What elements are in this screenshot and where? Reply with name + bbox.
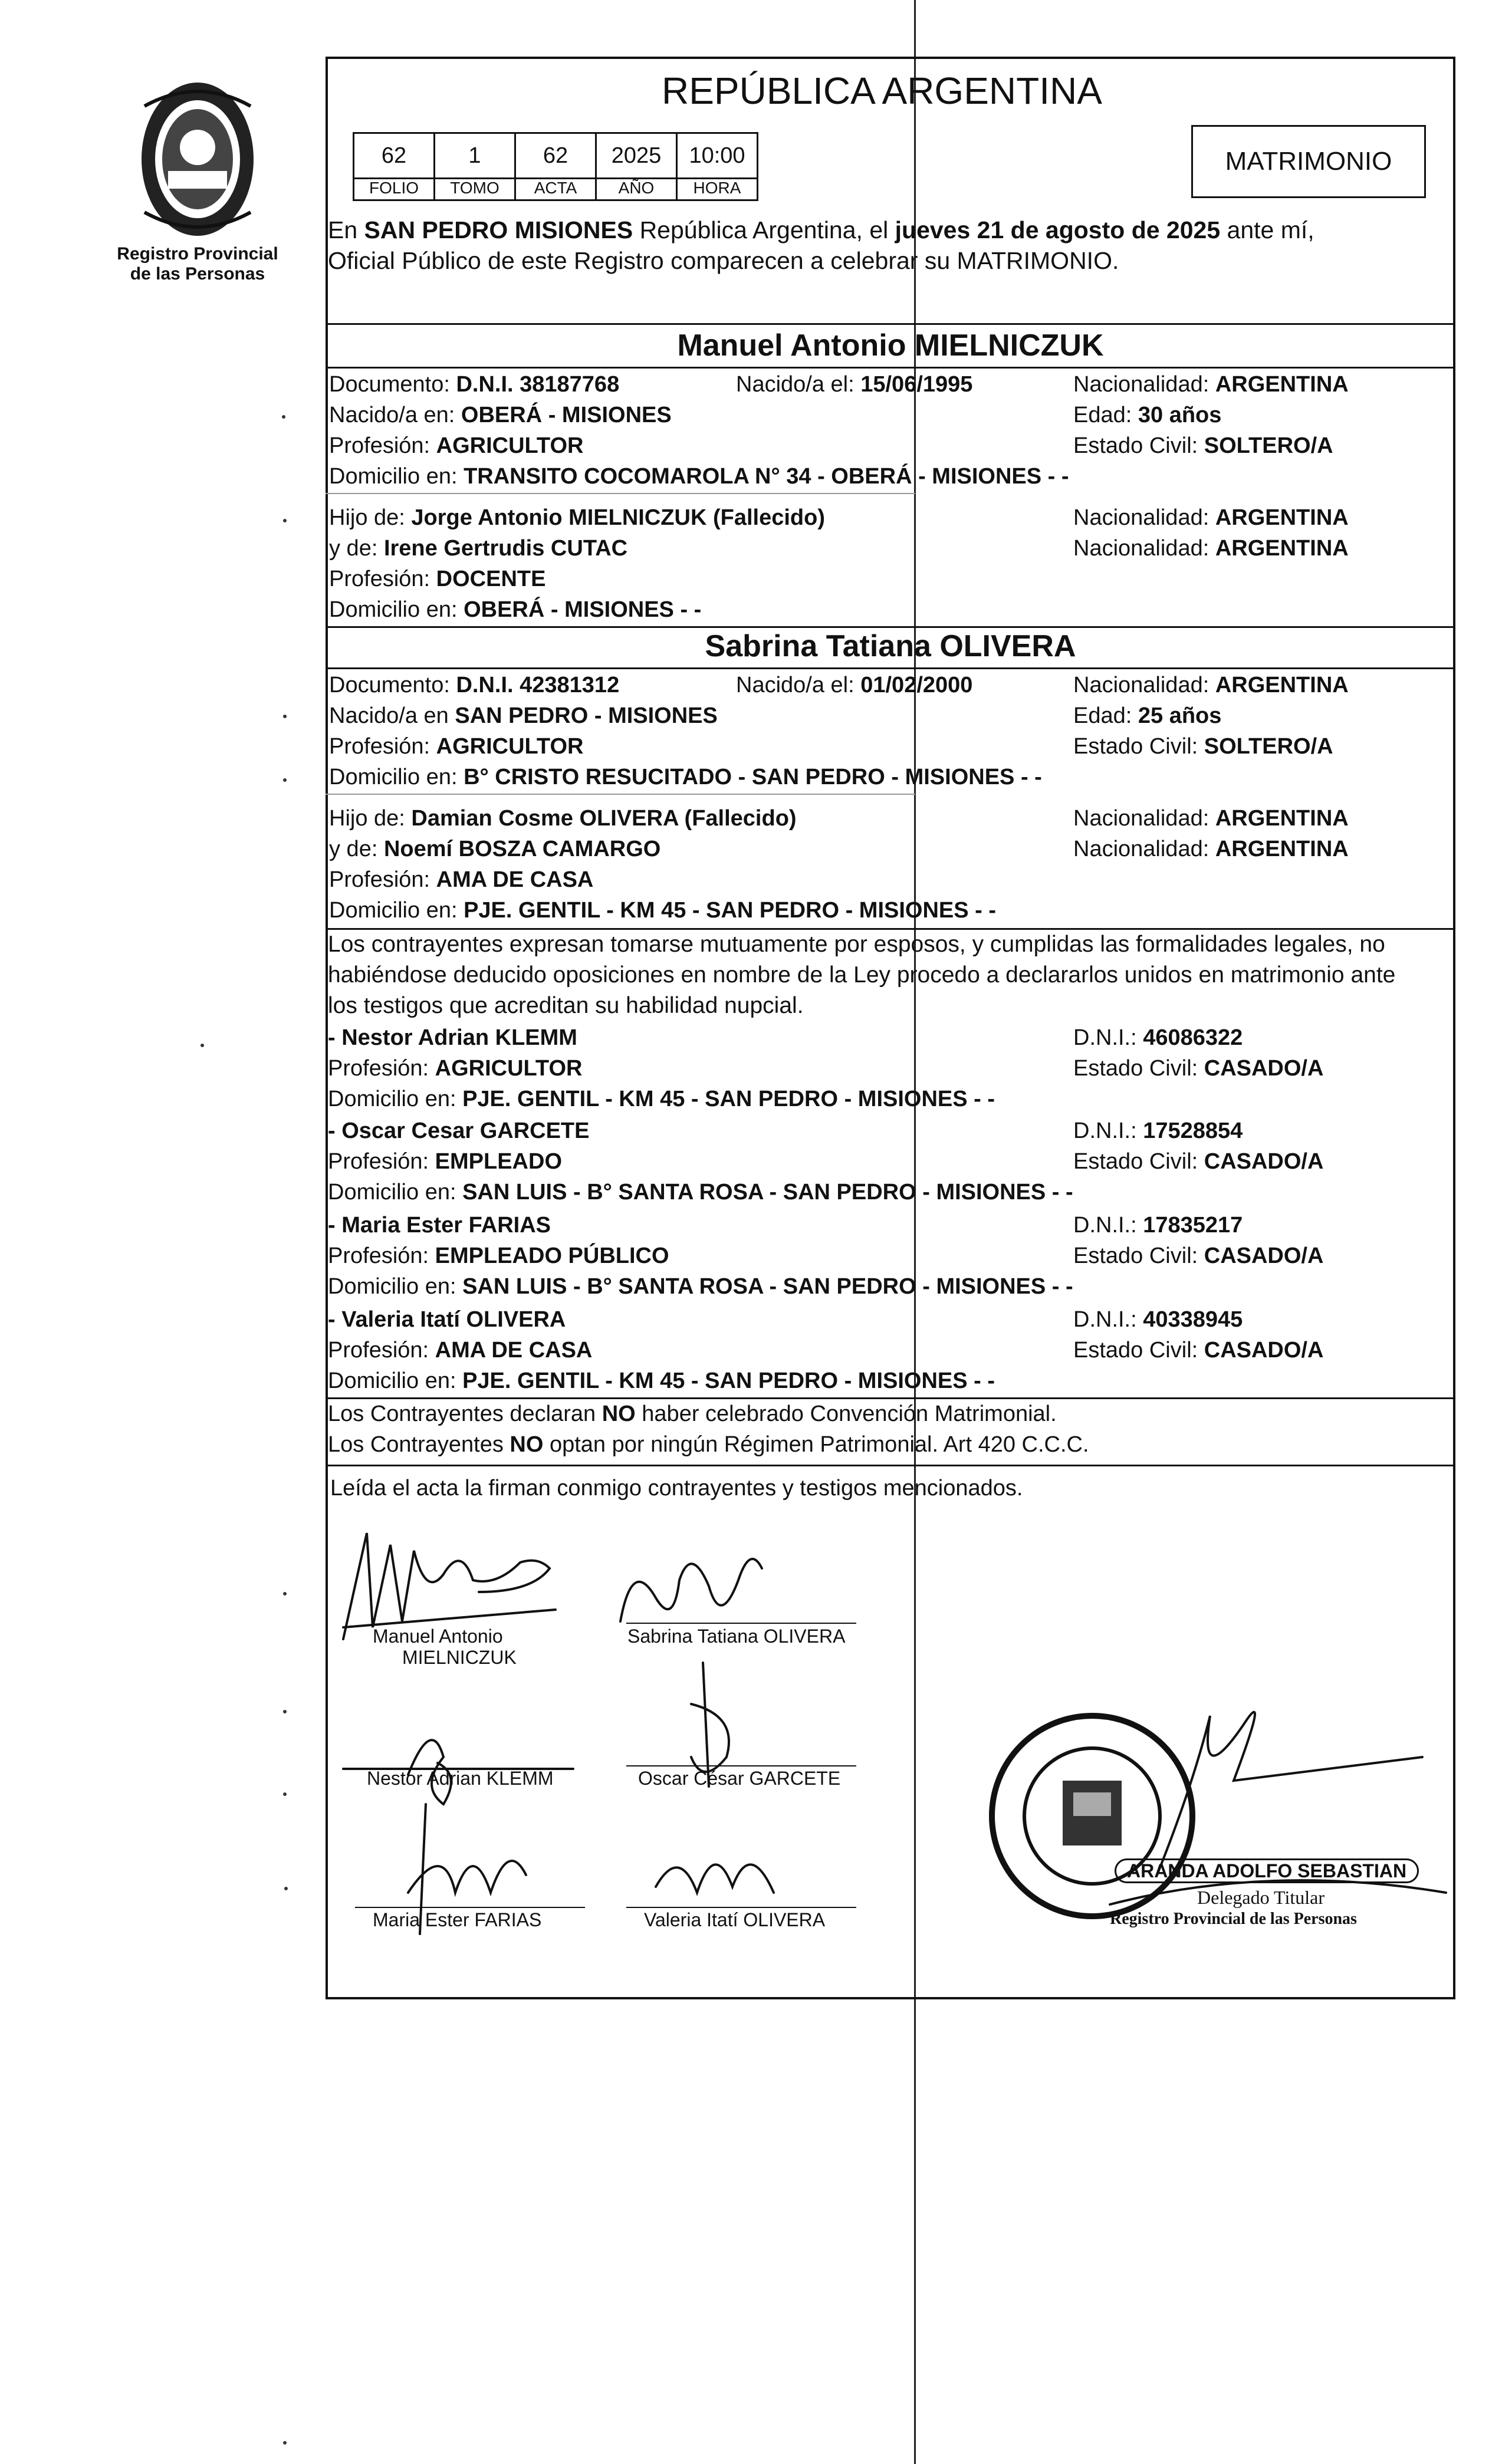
spouse1-parent-address: Domicilio en: OBERÁ - MISIONES - - — [329, 597, 702, 622]
witness3-civil-status: Estado Civil: CASADO/A — [1073, 1243, 1324, 1268]
signature-line — [355, 1907, 585, 1908]
signature-sabrina — [620, 1559, 762, 1621]
sig-caption-nestor: Nestor Adrian KLEMM — [367, 1768, 554, 1789]
org-name — [94, 244, 301, 284]
divider — [326, 667, 1455, 669]
spouse2-nationality: Nacionalidad: ARGENTINA — [1073, 673, 1349, 698]
witness2-civil-status: Estado Civil: CASADO/A — [1073, 1149, 1324, 1174]
declaration-line3: los testigos que acreditan su habilidad nupcial. — [328, 993, 804, 1018]
org-name-line1: Registro Provincial — [117, 244, 278, 264]
witness4-civil-status: Estado Civil: CASADO/A — [1073, 1338, 1324, 1363]
divider — [326, 367, 1455, 369]
official-name: ARANDA ADOLFO SEBASTIAN — [1115, 1858, 1419, 1883]
intro-date: jueves 21 de agosto de 2025 — [895, 216, 1221, 244]
spouse2-birthdate: Nacido/a el: 01/02/2000 — [736, 673, 973, 698]
witness1-name: - Nestor Adrian KLEMM — [328, 1025, 577, 1050]
org-name-line2: de las Personas — [130, 264, 265, 284]
sig-caption-manuel-2: MIELNICZUK — [402, 1647, 517, 1668]
province-seal-icon — [121, 71, 274, 248]
spouse2-document: Documento: D.N.I. 42381312 — [329, 673, 620, 698]
official-org: Registro Provincial de las Personas — [1110, 1910, 1357, 1928]
spouse1-mother-nationality: Nacionalidad: ARGENTINA — [1073, 536, 1349, 561]
spouse1-name: Manuel Antonio MIELNICZUK — [677, 328, 1104, 363]
sig-caption-sabrina: Sabrina Tatiana OLIVERA — [627, 1626, 846, 1647]
witness3-profession: Profesión: EMPLEADO PÚBLICO — [328, 1243, 669, 1268]
divider — [326, 323, 1455, 325]
intro-place: SAN PEDRO MISIONES — [364, 216, 633, 244]
divider — [326, 1397, 1455, 1399]
signature-valeria — [656, 1864, 774, 1893]
spouse1-birthdate: Nacido/a el: 15/06/1995 — [736, 372, 973, 397]
spouse2-father-nationality: Nacionalidad: ARGENTINA — [1073, 806, 1349, 831]
folio-label: FOLIO — [353, 177, 435, 201]
signature-line — [626, 1907, 856, 1908]
sig-caption-valeria: Valeria Itatí OLIVERA — [644, 1909, 826, 1930]
act-type-box: MATRIMONIO — [1191, 125, 1426, 198]
hora-label: HORA — [676, 177, 758, 201]
sig-caption-oscar: Oscar César GARCETE — [638, 1768, 841, 1789]
spouse1-address: Domicilio en: TRANSITO COCOMAROLA N° 34 - OBERÁ - MISIONES - - — [329, 464, 1069, 489]
divider — [326, 493, 915, 494]
tomo-value: 1 — [433, 132, 516, 179]
intro-line2: Oficial Público de este Registro comparecen a celebrar su MATRIMONIO. — [328, 247, 1119, 274]
witness3-address: Domicilio en: SAN LUIS - B° SANTA ROSA - SAN PEDRO - MISIONES - - — [328, 1274, 1073, 1299]
scan-mark — [283, 1792, 287, 1796]
scan-mark — [283, 778, 287, 782]
spouse1-father-nationality: Nacionalidad: ARGENTINA — [1073, 505, 1349, 530]
hora-value: 10:00 — [676, 132, 758, 179]
folio-value: 62 — [353, 132, 435, 179]
spouse2-birthplace: Nacido/a en SAN PEDRO - MISIONES — [329, 703, 718, 728]
scan-mark — [283, 1710, 287, 1713]
scan-mark — [283, 1592, 287, 1595]
closing-text: Leída el acta la firman conmigo contrayentes y testigos mencionados. — [330, 1476, 1023, 1501]
spouse2-parent-address: Domicilio en: PJE. GENTIL - KM 45 - SAN PEDRO - MISIONES - - — [329, 898, 997, 923]
official-title: Delegado Titular — [1197, 1887, 1324, 1908]
divider — [326, 1465, 1455, 1466]
signature-line — [626, 1765, 856, 1766]
scan-mark — [283, 519, 287, 522]
spouse2-father: Hijo de: Damian Cosme OLIVERA (Fallecido) — [329, 806, 797, 831]
spouse2-parent-profession: Profesión: AMA DE CASA — [329, 867, 594, 892]
spouse2-address: Domicilio en: B° CRISTO RESUCITADO - SAN PEDRO - MISIONES - - — [329, 765, 1042, 789]
witness4-name: - Valeria Itatí OLIVERA — [328, 1307, 566, 1332]
country-title: REPÚBLICA ARGENTINA — [662, 70, 1102, 112]
declaration-line2: habiéndose deducido oposiciones en nombre de la Ley procedo a declararlos unidos en matrimonio ante — [328, 962, 1396, 988]
signature-official — [1157, 1712, 1422, 1875]
divider — [326, 928, 1455, 930]
spouse1-nationality: Nacionalidad: ARGENTINA — [1073, 372, 1349, 397]
spouse1-father: Hijo de: Jorge Antonio MIELNICZUK (Fallecido) — [329, 505, 825, 530]
witness4-dni: D.N.I.: 40338945 — [1073, 1307, 1243, 1332]
spouse1-civil-status: Estado Civil: SOLTERO/A — [1073, 433, 1333, 458]
witness2-address: Domicilio en: SAN LUIS - B° SANTA ROSA - SAN PEDRO - MISIONES - - — [328, 1180, 1073, 1205]
declaration-line1: Los contrayentes expresan tomarse mutuamente por esposos, y cumplidas las formalidades legales, no — [328, 932, 1385, 957]
registry-table — [353, 132, 765, 203]
ano-value: 2025 — [595, 132, 678, 179]
spouse1-age: Edad: 30 años — [1073, 403, 1222, 427]
tomo-label: TOMO — [433, 177, 516, 201]
witness1-address: Domicilio en: PJE. GENTIL - KM 45 - SAN PEDRO - MISIONES - - — [328, 1087, 995, 1111]
acta-label: ACTA — [514, 177, 597, 201]
scan-mark — [284, 1887, 288, 1890]
witness1-dni: D.N.I.: 46086322 — [1073, 1025, 1243, 1050]
sig-caption-manuel-1: Manuel Antonio — [373, 1626, 503, 1647]
regime-line2: Los Contrayentes NO optan por ningún Régimen Patrimonial. Art 420 C.C.C. — [328, 1432, 1089, 1457]
regime-line1: Los Contrayentes declaran NO haber celebrado Convención Matrimonial. — [328, 1402, 1057, 1426]
spouse2-civil-status: Estado Civil: SOLTERO/A — [1073, 734, 1333, 759]
spouse2-mother: y de: Noemí BOSZA CAMARGO — [329, 837, 661, 861]
witness2-name: - Oscar Cesar GARCETE — [328, 1118, 590, 1143]
spouse1-parent-profession: Profesión: DOCENTE — [329, 567, 546, 591]
spouse2-age: Edad: 25 años — [1073, 703, 1222, 728]
spouse1-profession: Profesión: AGRICULTOR — [329, 433, 584, 458]
scan-mark — [282, 415, 285, 419]
witness2-profession: Profesión: EMPLEADO — [328, 1149, 563, 1174]
witness1-profession: Profesión: AGRICULTOR — [328, 1056, 583, 1081]
intro-line1: En SAN PEDRO MISIONES República Argentina, el jueves 21 de agosto de 2025 ante mí, — [328, 216, 1314, 244]
spouse2-name: Sabrina Tatiana OLIVERA — [705, 629, 1076, 663]
divider — [326, 794, 915, 795]
spouse2-profession: Profesión: AGRICULTOR — [329, 734, 584, 759]
scan-mark — [201, 1044, 204, 1047]
spouse1-document: Documento: D.N.I. 38187768 — [329, 372, 620, 397]
witness3-dni: D.N.I.: 17835217 — [1073, 1213, 1243, 1238]
spouse1-birthplace: Nacido/a en: OBERÁ - MISIONES — [329, 403, 672, 427]
official-seal-icon — [992, 1716, 1192, 1916]
signature-line — [626, 1623, 856, 1624]
witness3-name: - Maria Ester FARIAS — [328, 1213, 551, 1238]
ano-label: AÑO — [595, 177, 678, 201]
witness4-profession: Profesión: AMA DE CASA — [328, 1338, 593, 1363]
witness1-civil-status: Estado Civil: CASADO/A — [1073, 1056, 1324, 1081]
sig-caption-maria: Maria Ester FARIAS — [373, 1909, 542, 1930]
witness2-dni: D.N.I.: 17528854 — [1073, 1118, 1243, 1143]
signature-manuel — [343, 1533, 550, 1639]
spouse1-mother: y de: Irene Gertrudis CUTAC — [329, 536, 628, 561]
spouse2-mother-nationality: Nacionalidad: ARGENTINA — [1073, 837, 1349, 861]
acta-value: 62 — [514, 132, 597, 179]
province-logo — [121, 71, 274, 248]
witness4-address: Domicilio en: PJE. GENTIL - KM 45 - SAN PEDRO - MISIONES - - — [328, 1368, 995, 1393]
divider — [326, 626, 1455, 628]
scan-mark — [283, 2441, 287, 2445]
scan-mark — [283, 715, 287, 718]
